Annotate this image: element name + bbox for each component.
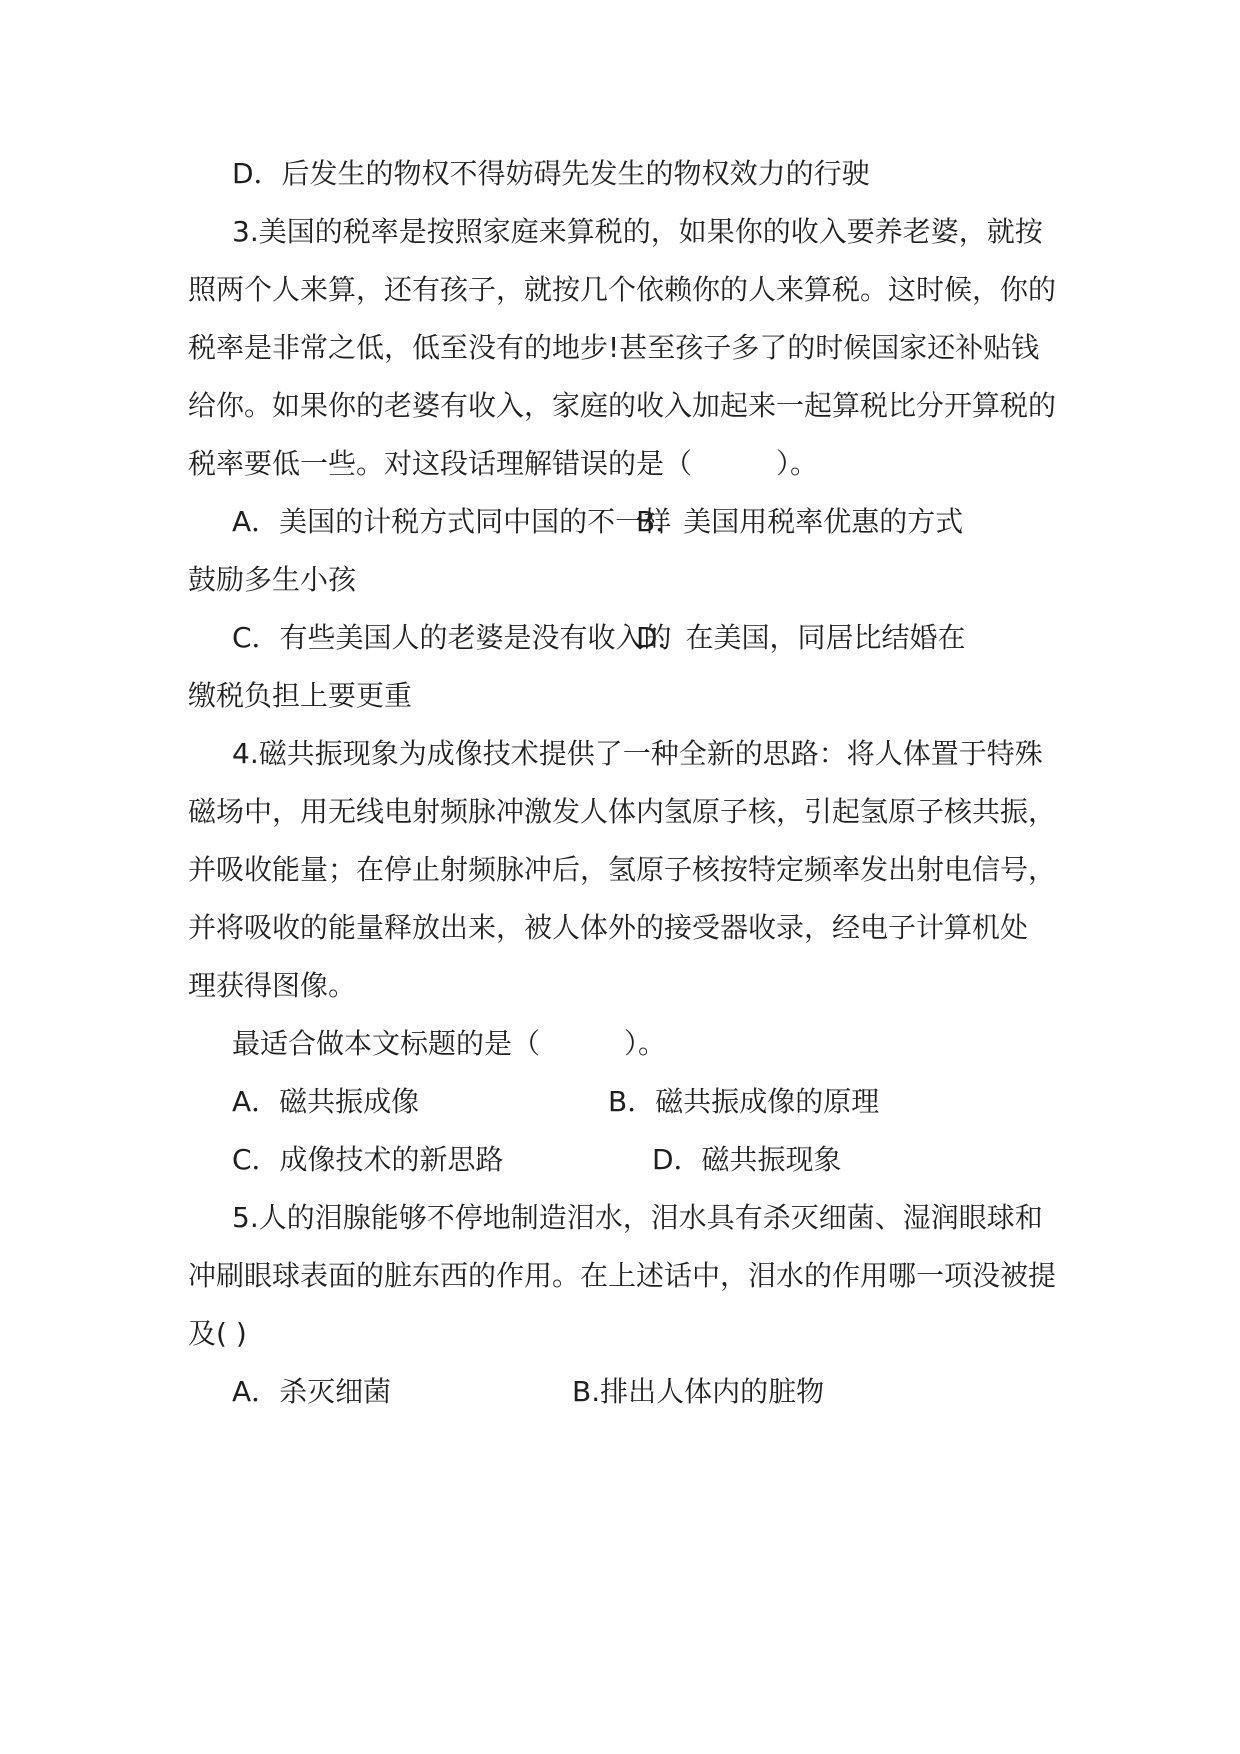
q4-options-ab-row: [232, 1082, 1068, 1122]
q4-passage-line-2: 磁场中，用无线电射频脉冲激发人体内氢原子核，引起氢原子核共振，: [188, 795, 1057, 828]
q3-option-d: D．在美国，同居比结婚在: [636, 621, 966, 654]
q2-option-d: D．后发生的物权不得妨碍先发生的物权效力的行驶: [232, 157, 870, 190]
q4-option-c: C．成像技术的新思路: [232, 1143, 504, 1176]
q3-stem-line-3: 税率是非常之低，低至没有的地步!甚至孩子多了的时候国家还补贴钱: [188, 331, 1040, 364]
q4-option-a: A．磁共振成像: [232, 1085, 420, 1118]
q5-option-a: A．杀灭细菌: [232, 1375, 392, 1408]
q4-passage-line-5: 理获得图像。: [188, 969, 357, 1002]
q5-option-b: B.排出人体内的脏物: [572, 1375, 825, 1408]
q5-stem-line-3: 及( ): [188, 1317, 247, 1350]
q3-stem-line-1: 3.美国的税率是按照家庭来算税的，如果你的收入要养老婆，就按: [232, 215, 1043, 248]
q3-option-b-cont: 鼓励多生小孩: [188, 563, 357, 596]
q5-stem-line-1: 5.人的泪腺能够不停地制造泪水，泪水具有杀灭细菌、湿润眼球和: [232, 1201, 1043, 1234]
q3-option-d-cont: 缴税负担上要更重: [188, 679, 413, 712]
q3-option-c: C．有些美国人的老婆是没有收入的: [232, 621, 672, 654]
q4-passage-line-3: 并吸收能量；在停止射频脉冲后，氢原子核按特定频率发出射电信号，: [188, 853, 1057, 886]
q3-stem-line-2: 照两个人来算，还有孩子，就按几个依赖你的人来算税。这时候，你的: [188, 273, 1057, 306]
q4-passage-line-4: 并将吸收的能量释放出来，被人体外的接受器收录，经电子计算机处: [188, 911, 1029, 944]
q4-passage-line-1: 4.磁共振现象为成像技术提供了一种全新的思路：将人体置于特殊: [232, 737, 1043, 770]
q3-option-a: A．美国的计税方式同中国的不一样: [232, 505, 672, 538]
q3-stem-line-4: 给你。如果你的老婆有收入，家庭的收入加起来一起算税比分开算税的: [188, 389, 1057, 422]
q4-option-b: B．磁共振成像的原理: [608, 1085, 880, 1118]
q3-options-cd-row: [232, 618, 1068, 658]
q3-option-b: B．美国用税率优惠的方式: [636, 505, 964, 538]
q3-stem-line-5: 税率要低一些。对这段话理解错误的是（ ）。: [188, 447, 819, 480]
q5-stem-line-2: 冲刷眼球表面的脏东西的作用。在上述话中，泪水的作用哪一项没被提: [188, 1259, 1057, 1292]
q5-options-ab-row: [232, 1372, 1068, 1412]
q4-option-d: D．磁共振现象: [652, 1143, 842, 1176]
q3-options-ab-row: [232, 502, 1068, 542]
q4-question: 最适合做本文标题的是（ ）。: [232, 1027, 667, 1060]
q4-options-cd-row: [232, 1140, 1068, 1180]
